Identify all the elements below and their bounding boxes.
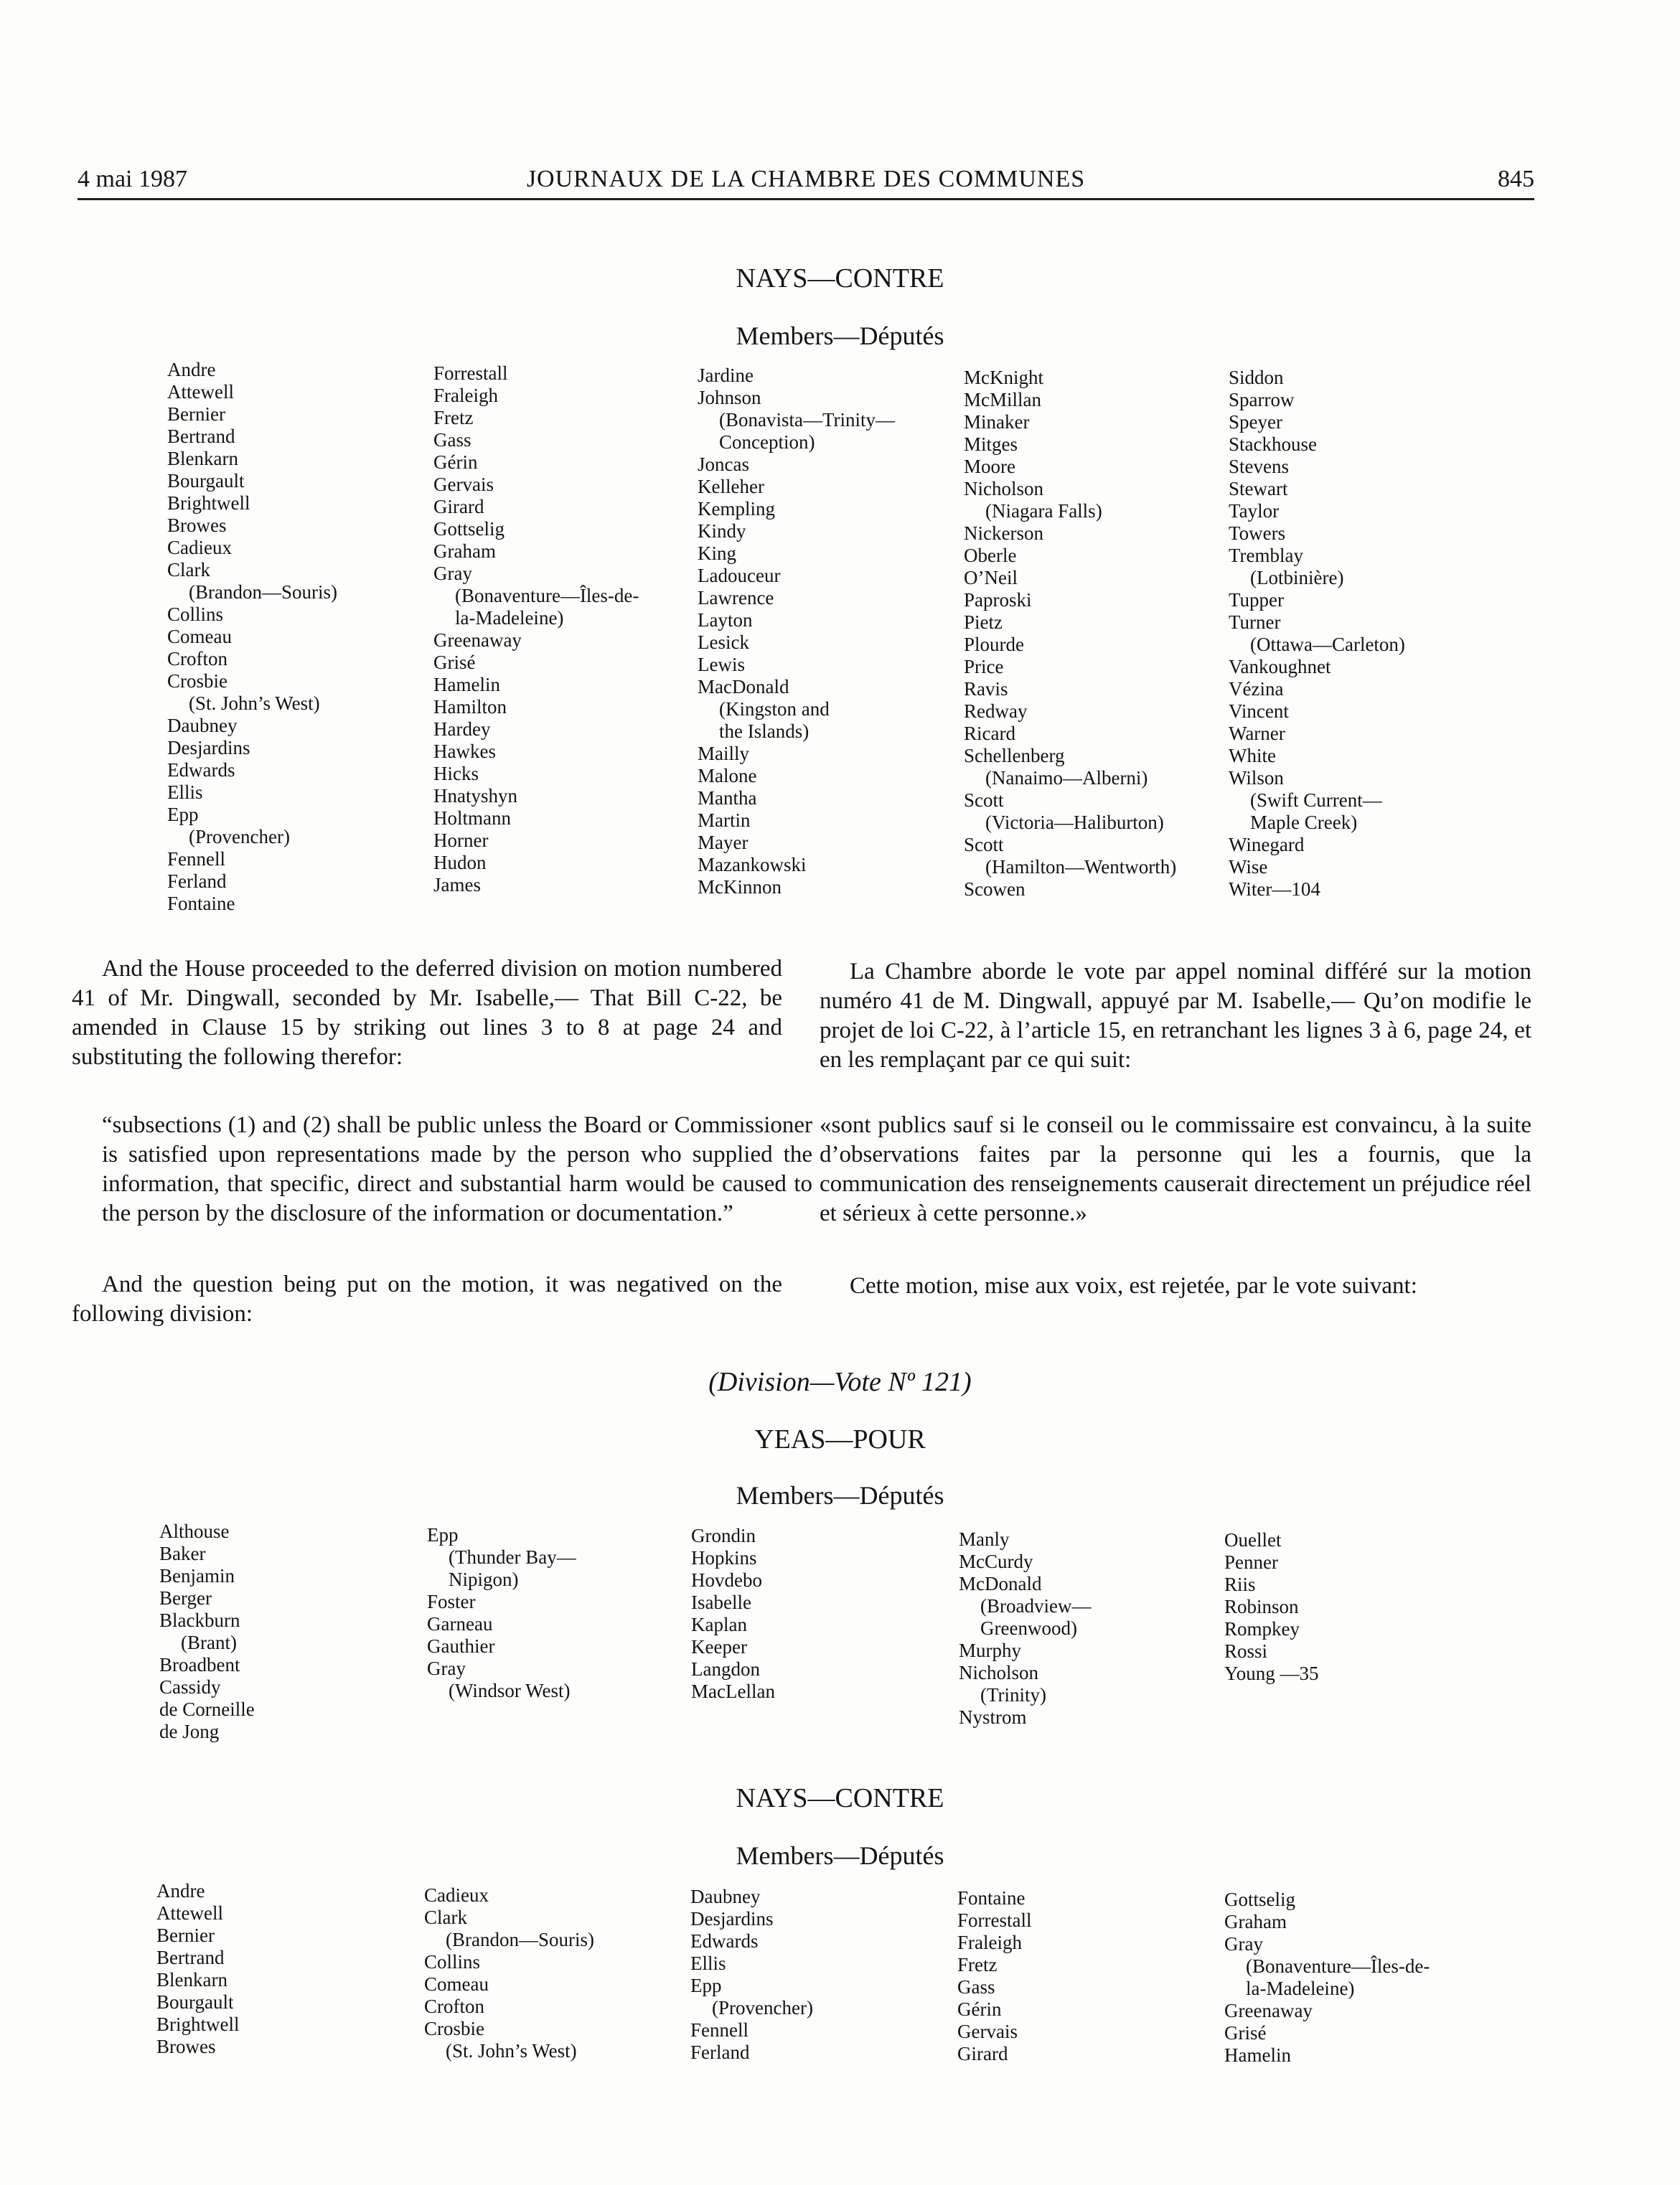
nays-column-4 <box>964 367 1176 901</box>
member-name: Blenkarn <box>167 448 238 469</box>
member-name: Gass <box>433 429 471 451</box>
member-name: Penner <box>1224 1551 1278 1573</box>
member-name: Lawrence <box>698 587 774 608</box>
member-name: Grisé <box>433 652 476 673</box>
member-name: Kelleher <box>698 476 764 497</box>
member-name: Andre <box>167 359 216 380</box>
member-name: (Windsor West) <box>449 1680 571 1701</box>
member-name: Crofton <box>167 648 227 669</box>
french-question-paragraph: Cette motion, mise aux voix, est rejetée, par le vote suivant: <box>850 1273 1417 1299</box>
member-name: Girard <box>433 496 484 517</box>
member-name: Bourgault <box>156 1991 234 2013</box>
member-name: Fennell <box>690 2019 749 2041</box>
journal-title: JOURNAUX DE LA CHAMBRE DES COMMUNES <box>526 166 1086 192</box>
members-subheading-nays: Members—Députés <box>736 1841 944 1870</box>
member-name: Plourde <box>964 634 1024 655</box>
yeas-column-4 <box>959 1528 1091 1729</box>
member-name: Edwards <box>167 759 235 781</box>
member-name: (Hamilton—Wentworth) <box>985 856 1177 878</box>
member-name: (Bonaventure—Îles-de- <box>1246 1955 1430 1977</box>
member-name: Nickerson <box>964 522 1043 544</box>
member-name: Ricard <box>964 723 1015 744</box>
member-name: Ellis <box>167 781 203 803</box>
member-name: Gottselig <box>1224 1889 1295 1910</box>
english-question-paragraph: And the question being put on the motion, it was negatived on the following division: <box>72 1272 782 1327</box>
member-name: Taylor <box>1229 500 1280 522</box>
member-name: Lewis <box>698 654 745 675</box>
member-name: Fennell <box>167 848 225 870</box>
member-name: Witer—104 <box>1229 878 1320 900</box>
member-name: Hovdebo <box>691 1569 762 1591</box>
member-name: Girard <box>957 2043 1008 2064</box>
member-name: Jardine <box>698 365 754 386</box>
member-name: Warner <box>1229 723 1285 744</box>
member-name: Greenwood) <box>980 1617 1077 1639</box>
nays2-column-5 <box>1224 1889 1430 2067</box>
member-name: Joncas <box>698 454 749 475</box>
nays2-column-4 <box>957 1887 1031 2065</box>
member-name: Greenaway <box>1224 2000 1313 2021</box>
member-name: Tremblay <box>1229 545 1304 566</box>
member-name: Langdon <box>691 1658 760 1680</box>
yeas-column-3 <box>691 1525 775 1703</box>
member-name: Turner <box>1229 611 1281 633</box>
english-motion-paragraph: And the House proceeded to the deferred division on motion numbered 41 of Mr. Dingwall, seconded by Mr. Isabelle,— That Bill C-22, be amended in Clause 15 by striking out lines 3 to 8 at page 24 and substituting the following therefor: <box>72 956 782 1070</box>
member-name: (Ottawa—Carleton) <box>1250 634 1405 655</box>
member-name: (Lotbinière) <box>1250 567 1344 588</box>
member-name: Bernier <box>156 1925 215 1946</box>
member-name: Greenaway <box>433 629 522 651</box>
member-name: (Broadview— <box>980 1595 1092 1617</box>
member-name: Hudon <box>433 852 487 873</box>
member-name: Stewart <box>1229 478 1288 499</box>
member-name: Brightwell <box>167 492 250 514</box>
member-name: Brightwell <box>156 2014 240 2035</box>
member-name: Gray <box>427 1658 466 1679</box>
member-name: Martin <box>698 809 751 831</box>
yeas-column-2 <box>427 1524 576 1702</box>
member-name: Bertrand <box>167 426 235 447</box>
member-name: Ouellet <box>1224 1529 1282 1551</box>
nays-heading-1: NAYS—CONTRE <box>736 263 944 293</box>
member-name: Wise <box>1229 856 1268 878</box>
member-name: Towers <box>1229 522 1286 544</box>
nays-column-3 <box>698 365 895 898</box>
member-name: Horner <box>433 830 489 851</box>
member-name: Vézina <box>1229 678 1284 700</box>
member-name: MacDonald <box>698 676 789 697</box>
page-header <box>78 161 1534 200</box>
member-name: Gervais <box>957 2021 1018 2042</box>
member-name: (St. John’s West) <box>189 692 320 714</box>
member-name: Maple Creek) <box>1250 812 1358 833</box>
member-name: Young —35 <box>1224 1663 1319 1684</box>
member-name: (Thunder Bay— <box>449 1546 576 1568</box>
member-name: Murphy <box>959 1640 1021 1661</box>
member-name: Attewell <box>167 381 234 403</box>
member-name: (St. John’s West) <box>446 2040 577 2062</box>
english-motion-quote: “subsections (1) and (2) shall be public unless the Board or Commissioner is satisfied upon representations made by the person who supplied the information, that specific, direct and substantial harm would be caused to the person by the disclosure of the information or documentation.” <box>102 1112 812 1226</box>
member-name: Mazankowski <box>698 854 807 875</box>
member-name: Collins <box>424 1951 481 1973</box>
member-name: Comeau <box>424 1973 489 1995</box>
member-name: Cadieux <box>167 537 232 558</box>
member-name: Manly <box>959 1528 1010 1550</box>
member-name: Browes <box>167 514 227 536</box>
member-name: Broadbent <box>159 1654 240 1676</box>
member-name: Desjardins <box>167 737 250 758</box>
member-name: Gérin <box>957 1998 1002 2020</box>
member-name: McMillan <box>964 389 1041 410</box>
member-name: Hopkins <box>691 1547 757 1569</box>
member-name: (Victoria—Haliburton) <box>985 812 1164 833</box>
member-name: McDonald <box>959 1573 1042 1594</box>
member-name: de Corneille <box>159 1698 255 1720</box>
member-name: Keeper <box>691 1636 747 1658</box>
member-name: Graham <box>433 540 496 562</box>
member-name: (Trinity) <box>980 1684 1047 1706</box>
member-name: Robinson <box>1224 1596 1299 1617</box>
member-name: Rompkey <box>1224 1618 1300 1640</box>
member-name: Foster <box>427 1591 476 1612</box>
member-name: Stevens <box>1229 456 1289 477</box>
member-name: Gray <box>433 563 472 584</box>
header-date: 4 mai 1987 <box>78 166 187 192</box>
member-name: Forrestall <box>433 362 508 384</box>
member-name: Gray <box>1224 1933 1263 1955</box>
member-name: Scott <box>964 834 1004 855</box>
member-name: Ellis <box>690 1953 726 1974</box>
member-name: Comeau <box>167 626 232 647</box>
member-name: (Nanaimo—Alberni) <box>985 767 1148 789</box>
member-name: Johnson <box>698 387 761 408</box>
member-name: Desjardins <box>690 1908 774 1930</box>
members-subheading-yeas: Members—Députés <box>736 1481 944 1510</box>
yeas-heading: YEAS—POUR <box>754 1424 926 1455</box>
member-name: Holtmann <box>433 807 511 829</box>
members-subheading-1: Members—Députés <box>736 321 944 350</box>
member-name: (Kingston and <box>719 698 830 720</box>
member-name: Vincent <box>1229 700 1289 722</box>
member-name: Nicholson <box>959 1662 1038 1683</box>
member-name: la-Madeleine) <box>455 607 564 629</box>
member-name: Hamelin <box>433 674 500 695</box>
member-name: Redway <box>964 700 1028 722</box>
nays-heading-2: NAYS—CONTRE <box>736 1783 944 1813</box>
member-name: Malone <box>698 765 757 786</box>
member-name: Nipigon) <box>449 1569 519 1590</box>
member-name: Isabelle <box>691 1592 751 1613</box>
member-name: Pietz <box>964 611 1003 633</box>
member-name: McCurdy <box>959 1551 1033 1572</box>
member-name: Moore <box>964 456 1015 477</box>
member-name: Mantha <box>698 787 757 809</box>
member-name: Ravis <box>964 678 1008 700</box>
member-name: Ladouceur <box>698 565 781 586</box>
member-name: la-Madeleine) <box>1246 1978 1355 1999</box>
member-name: Gass <box>957 1976 995 1998</box>
member-name: Conception) <box>719 431 815 453</box>
page-number: 845 <box>1498 166 1534 192</box>
member-name: White <box>1229 745 1276 766</box>
member-name: Mayer <box>698 832 749 853</box>
member-name: Riis <box>1224 1574 1256 1595</box>
member-name: Hawkes <box>433 741 496 762</box>
member-name: Fontaine <box>167 893 235 914</box>
nays-column-5 <box>1229 367 1405 901</box>
member-name: Gauthier <box>427 1635 495 1657</box>
member-name: (Brant) <box>181 1632 237 1653</box>
member-name: Ferland <box>690 2041 750 2063</box>
member-name: Mitges <box>964 433 1018 455</box>
member-name: Daubney <box>167 715 238 736</box>
member-name: Minaker <box>964 411 1030 433</box>
member-name: Scott <box>964 789 1004 811</box>
member-name: Vankoughnet <box>1229 656 1331 677</box>
member-name: Grondin <box>691 1525 756 1546</box>
member-name: Stackhouse <box>1229 433 1317 455</box>
member-name: Hamelin <box>1224 2044 1291 2066</box>
member-name: (Brandon—Souris) <box>446 1929 594 1950</box>
member-name: Althouse <box>159 1521 230 1542</box>
yeas-column-1 <box>159 1521 255 1743</box>
nays-column-2 <box>433 362 639 896</box>
member-name: Crofton <box>424 1996 484 2017</box>
member-name: Nystrom <box>959 1706 1027 1728</box>
nays2-column-1 <box>156 1880 240 2058</box>
member-name: (Bonavista—Trinity— <box>719 409 896 431</box>
nays-column-1 <box>167 359 337 915</box>
member-name: Hicks <box>433 763 479 784</box>
member-name: Scowen <box>964 878 1026 900</box>
member-name: Ferland <box>167 870 227 892</box>
member-name: Epp <box>167 804 199 825</box>
member-name: Fontaine <box>957 1887 1026 1909</box>
member-name: (Brandon—Souris) <box>189 581 337 603</box>
member-name: Browes <box>156 2036 216 2057</box>
member-name: Clark <box>424 1907 467 1928</box>
member-name: Wilson <box>1229 767 1284 789</box>
member-name: Layton <box>698 609 753 631</box>
member-name: (Bonaventure—Îles-de- <box>455 585 639 606</box>
member-name: Forrestall <box>957 1909 1032 1931</box>
member-name: Grisé <box>1224 2022 1267 2044</box>
member-name: MacLellan <box>691 1681 775 1702</box>
member-name: Rossi <box>1224 1640 1268 1662</box>
member-name: Oberle <box>964 545 1017 566</box>
member-name: McKnight <box>964 367 1043 388</box>
member-name: the Islands) <box>719 720 810 742</box>
member-name: James <box>433 874 481 896</box>
member-name: Bernier <box>167 403 225 425</box>
nays2-column-3 <box>690 1886 813 2064</box>
yeas-column-5 <box>1224 1529 1319 1685</box>
member-name: (Niagara Falls) <box>985 500 1102 522</box>
member-name: Blenkarn <box>156 1969 227 1991</box>
member-name: Gervais <box>433 474 494 495</box>
french-motion-paragraph: La Chambre aborde le vote par appel nominal différé sur la motion numéro 41 de M. Dingwall, appuyé par M. Isabelle,— Qu’on modifie le projet de loi C-22, à l’article 15, en retranchant les lignes 3 à 6, page 24, et en les remplaçant par ce qui suit: <box>820 959 1531 1073</box>
member-name: Siddon <box>1229 367 1284 388</box>
member-name: Andre <box>156 1880 205 1902</box>
member-name: King <box>698 542 736 564</box>
member-name: (Swift Current— <box>1250 789 1382 811</box>
member-name: Baker <box>159 1543 206 1564</box>
member-name: Price <box>964 656 1004 677</box>
member-name: Kempling <box>698 498 775 520</box>
member-name: (Provencher) <box>189 826 290 847</box>
member-name: Berger <box>159 1587 212 1609</box>
member-name: Collins <box>167 603 224 625</box>
member-name: Crosbie <box>424 2018 484 2039</box>
member-name: Paproski <box>964 589 1032 611</box>
member-name: Speyer <box>1229 411 1282 433</box>
member-name: Edwards <box>690 1930 759 1952</box>
member-name: Tupper <box>1229 589 1285 611</box>
member-name: O’Neil <box>964 567 1018 588</box>
member-name: Epp <box>690 1975 722 1996</box>
member-name: Bertrand <box>156 1947 225 1968</box>
division-vote-label: (Division—Vote Nº 121) <box>708 1367 972 1397</box>
member-name: Bourgault <box>167 470 245 492</box>
member-name: Kindy <box>698 520 746 542</box>
member-name: Blackburn <box>159 1610 240 1631</box>
member-name: Daubney <box>690 1886 761 1907</box>
member-name: Graham <box>1224 1911 1287 1932</box>
member-name: Crosbie <box>167 670 227 692</box>
member-name: Cassidy <box>159 1676 221 1698</box>
member-name: Hardey <box>433 718 491 740</box>
member-name: Hnatyshyn <box>433 785 517 807</box>
member-name: Kaplan <box>691 1614 747 1635</box>
member-name: Gérin <box>433 451 478 473</box>
member-name: Winegard <box>1229 834 1305 855</box>
member-name: Clark <box>167 559 210 581</box>
nays2-column-2 <box>424 1884 594 2062</box>
member-name: Lesick <box>698 631 749 653</box>
member-name: Mailly <box>698 743 749 764</box>
member-name: Gottselig <box>433 518 505 540</box>
french-motion-quote: «sont publics sauf si le conseil ou le commissaire est convaincu, à la suite d’observations faites par la personne qui les a fournis, que la communication des renseignements causerait directement un préjudice réel et sérieux à cette personne.» <box>820 1112 1531 1226</box>
member-name: Garneau <box>427 1613 493 1635</box>
member-name: Benjamin <box>159 1565 235 1587</box>
member-name: Nicholson <box>964 478 1043 499</box>
member-name: de Jong <box>159 1721 220 1742</box>
member-name: Fretz <box>957 1954 998 1975</box>
member-name: Fraleigh <box>433 385 498 406</box>
member-name: Attewell <box>156 1902 223 1924</box>
member-name: Sparrow <box>1229 389 1295 410</box>
member-name: Schellenberg <box>964 745 1065 766</box>
member-name: Fretz <box>433 407 474 428</box>
member-name: McKinnon <box>698 876 782 898</box>
member-name: Hamilton <box>433 696 507 718</box>
member-name: Cadieux <box>424 1884 489 1906</box>
member-name: (Provencher) <box>712 1997 813 2019</box>
member-name: Epp <box>427 1524 459 1546</box>
member-name: Fraleigh <box>957 1932 1022 1953</box>
